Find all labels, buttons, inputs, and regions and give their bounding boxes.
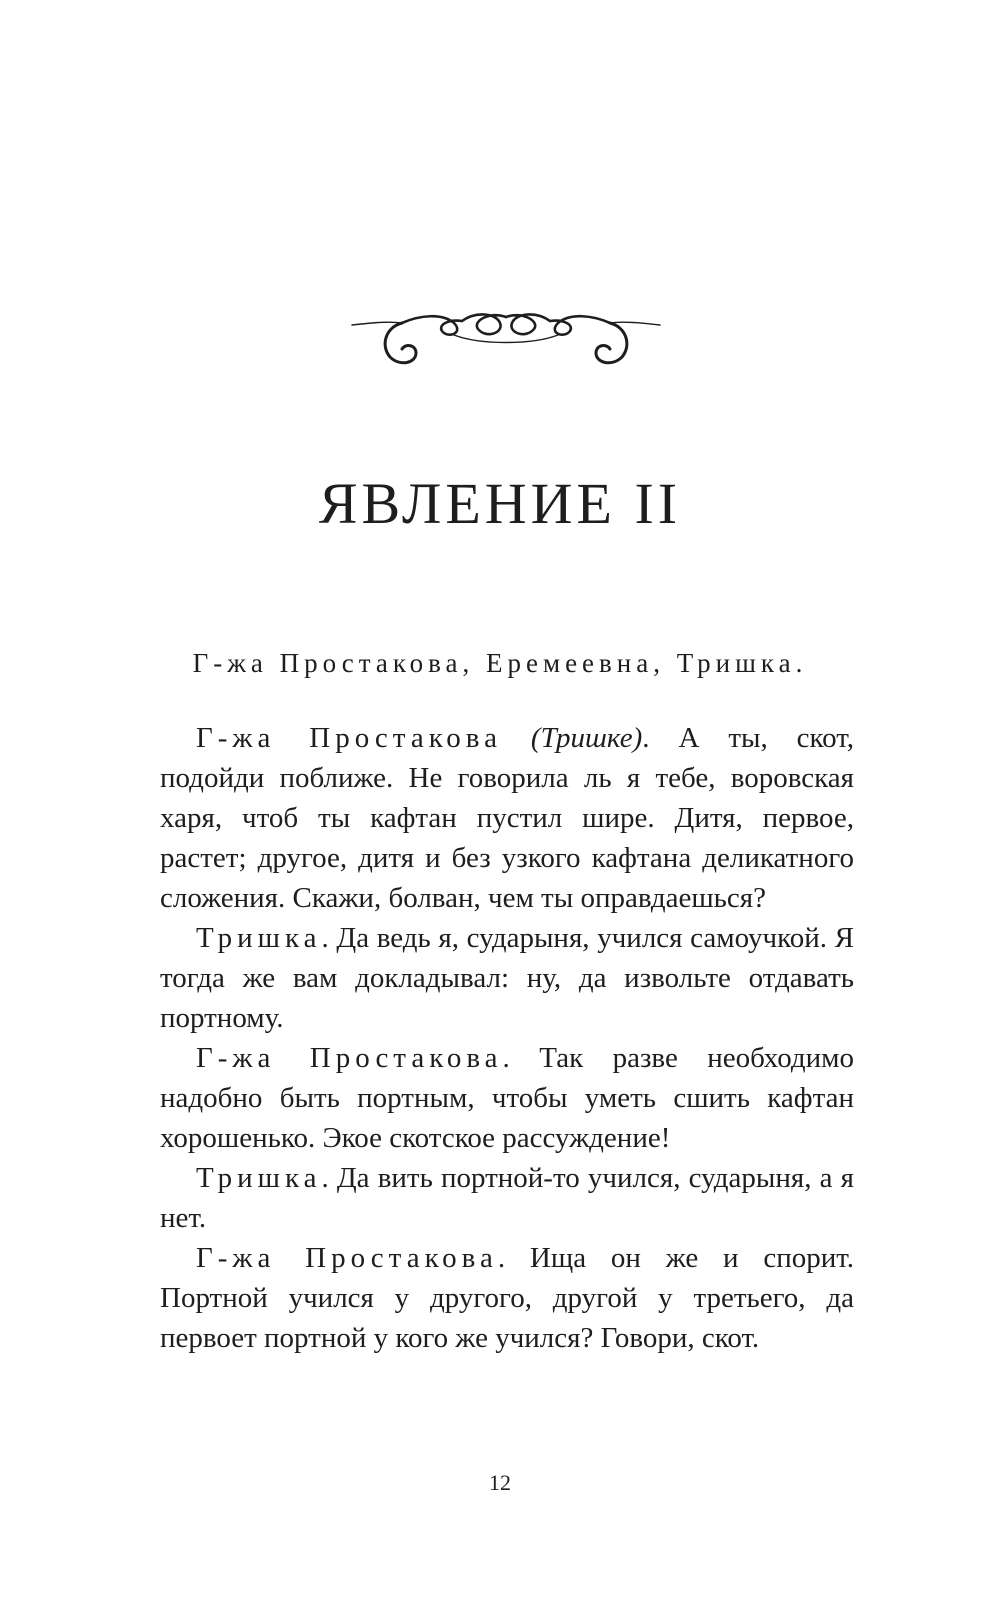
dialogue-body [160,718,854,1358]
line-text: . Да вить портной-то учился, сударыня, а я нет. [160,1162,854,1234]
speaker-name: Тришка [196,1162,322,1194]
dialogue-line [160,1158,854,1238]
page-number: 12 [489,1470,511,1495]
speaker-name: Тришка [196,922,322,954]
dialogue-line [160,718,854,918]
speaker-name: Г-жа Простакова [196,1042,503,1074]
line-text: . Так разве необходимо надобно быть портным, чтобы уметь сшить кафтан хорошенько. Экое скотское рассуждение! [160,1042,854,1154]
stage-direction: (Тришке) [502,722,643,754]
dialogue-line [160,1238,854,1358]
line-text: . А ты, скот, подойди поближе. Не говорила ль я тебе, воровская харя, чтоб ты кафтан пустил шире. Дитя, первое, растет; другое, дитя и без узкого кафтана деликатного сложения. Скажи, болван, чем ты оправдаешься? [160,722,854,914]
flourish-ornament-icon [350,305,662,379]
scene-title: ЯВЛЕНИЕ II [318,471,682,536]
dialogue-line [160,1038,854,1158]
dialogue-line [160,918,854,1038]
line-text: . Ища он же и спорит. Портной учился у другого, другой у третьего, да первоет портной у кого же учился? Говори, скот. [160,1242,854,1354]
line-text: . Да ведь я, сударыня, учился самоучкой. Я тогда же вам докладывал: ну, да извольте отдавать портному. [160,922,854,1034]
cast-list: Г-жа Простакова, Еремеевна, Тришка. [192,648,808,678]
speaker-name: Г-жа Простакова [196,722,502,754]
speaker-name: Г-жа Простакова [196,1242,498,1274]
